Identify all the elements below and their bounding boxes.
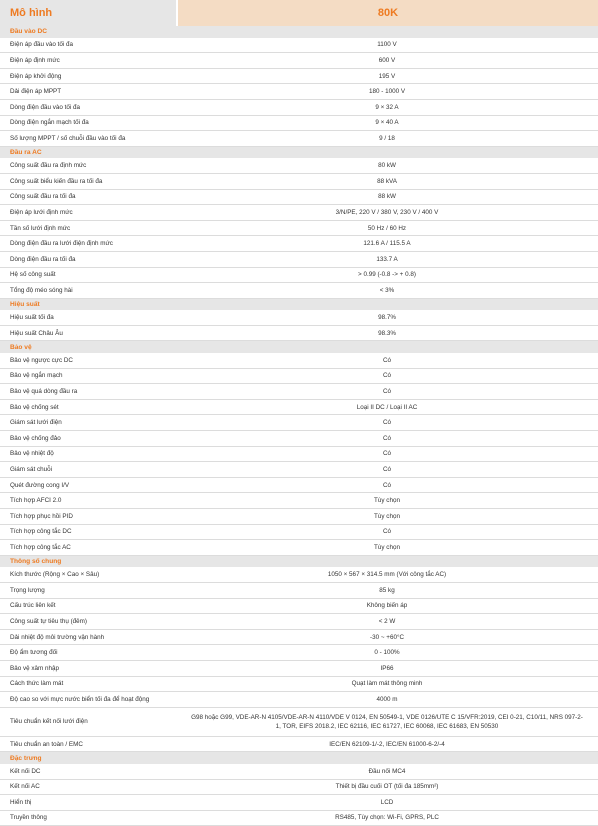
spec-label: Giám sát chuỗi	[0, 462, 176, 478]
spec-label: Hiệu suất tối đa	[0, 310, 176, 325]
table-row	[0, 764, 598, 779]
table-row	[0, 173, 598, 189]
spec-label: Tiêu chuẩn kết nối lưới điện	[0, 707, 176, 736]
table-row	[0, 353, 598, 368]
spec-value: Có	[176, 368, 598, 384]
section-title: Bảo vệ	[0, 341, 598, 353]
spec-label: Trọng lượng	[0, 582, 176, 598]
spec-label: Tích hợp AFCI 2.0	[0, 493, 176, 509]
spec-label: Công suất tự tiêu thụ (đêm)	[0, 614, 176, 630]
spec-value: -30 ~ +60°C	[176, 629, 598, 645]
table-row	[0, 99, 598, 115]
spec-value: 88 kVA	[176, 173, 598, 189]
spec-label: Công suất đầu ra tối đa	[0, 189, 176, 205]
table-row	[0, 267, 598, 283]
spec-value: < 3%	[176, 283, 598, 299]
section-title: Hiệu suất	[0, 298, 598, 310]
section-header	[0, 752, 598, 764]
table-row	[0, 676, 598, 692]
section-header	[0, 341, 598, 353]
table-row	[0, 283, 598, 299]
spec-label: Điện áp định mức	[0, 53, 176, 69]
table-row	[0, 446, 598, 462]
spec-label: Điện áp lưới định mức	[0, 205, 176, 221]
section-title: Thông số chung	[0, 555, 598, 567]
spec-label: Giám sát lưới điện	[0, 415, 176, 431]
spec-value: 4000 m	[176, 692, 598, 708]
spec-value: Không biến áp	[176, 598, 598, 614]
table-row	[0, 38, 598, 53]
spec-label: Điện áp đầu vào tối đa	[0, 38, 176, 53]
table-row	[0, 415, 598, 431]
spec-value: 133.7 A	[176, 251, 598, 267]
spec-label: Tích hợp công tắc DC	[0, 524, 176, 540]
model-label: Mô hình	[0, 0, 176, 26]
spec-label: Bảo vệ ngược cực DC	[0, 353, 176, 368]
spec-value: 50 Hz / 60 Hz	[176, 220, 598, 236]
section-header	[0, 555, 598, 567]
section-header	[0, 26, 598, 38]
spec-label: Độ ẩm tương đối	[0, 645, 176, 661]
table-row	[0, 251, 598, 267]
spec-value: 85 kg	[176, 582, 598, 598]
spec-label: Dòng điện đầu ra lưới điện định mức	[0, 236, 176, 252]
spec-value: LCD	[176, 795, 598, 811]
spec-label: Kích thước (Rộng × Cao × Sâu)	[0, 567, 176, 582]
table-row	[0, 736, 598, 752]
section-header	[0, 298, 598, 310]
spec-value: 180 - 1000 V	[176, 84, 598, 100]
table-row	[0, 53, 598, 69]
spec-value: RS485, Tùy chọn: Wi-Fi, GPRS, PLC	[176, 810, 598, 826]
spec-label: Tiêu chuẩn an toàn / EMC	[0, 736, 176, 752]
spec-value: 9 × 40 A	[176, 115, 598, 131]
spec-value: 88 kW	[176, 189, 598, 205]
spec-label: Độ cao so với mực nước biển tối đa để hoạt động	[0, 692, 176, 708]
spec-label: Cấu trúc liên kết	[0, 598, 176, 614]
spec-label: Tổng độ méo sóng hài	[0, 283, 176, 299]
table-row	[0, 205, 598, 221]
spec-label: Bảo vệ nhiệt độ	[0, 446, 176, 462]
spec-table	[0, 26, 598, 826]
table-row	[0, 462, 598, 478]
spec-label: Bảo vệ chống sét	[0, 399, 176, 415]
table-row	[0, 158, 598, 173]
table-row	[0, 220, 598, 236]
spec-value: Tùy chọn	[176, 509, 598, 525]
table-row	[0, 236, 598, 252]
spec-value: Có	[176, 353, 598, 368]
table-row	[0, 131, 598, 147]
table-row	[0, 779, 598, 795]
spec-value: 9 × 32 A	[176, 99, 598, 115]
spec-value: Có	[176, 415, 598, 431]
table-row	[0, 524, 598, 540]
spec-label: Bảo vệ chống đảo	[0, 431, 176, 447]
spec-value: IP66	[176, 660, 598, 676]
spec-label: Hiển thị	[0, 795, 176, 811]
spec-label: Công suất đầu ra định mức	[0, 158, 176, 173]
spec-value: 98.7%	[176, 310, 598, 325]
spec-value: 1100 V	[176, 38, 598, 53]
spec-value: Quạt làm mát thông minh	[176, 676, 598, 692]
spec-value: Đầu nối MC4	[176, 764, 598, 779]
table-row	[0, 614, 598, 630]
spec-label: Hiệu suất Châu Âu	[0, 325, 176, 341]
table-row	[0, 707, 598, 736]
spec-value: 1050 × 567 × 314.5 mm (Với công tắc AC)	[176, 567, 598, 582]
spec-value: Có	[176, 431, 598, 447]
spec-label: Tích hợp phục hồi PID	[0, 509, 176, 525]
table-row	[0, 477, 598, 493]
table-row	[0, 629, 598, 645]
spec-label: Truyền thông	[0, 810, 176, 826]
spec-label: Bảo vệ xâm nhập	[0, 660, 176, 676]
spec-label: Dải nhiệt độ môi trường vận hành	[0, 629, 176, 645]
spec-label: Bảo vệ ngắn mạch	[0, 368, 176, 384]
table-row	[0, 645, 598, 661]
table-row	[0, 540, 598, 556]
spec-value: > 0.99 (-0.8 -> + 0.8)	[176, 267, 598, 283]
spec-value: Có	[176, 384, 598, 400]
spec-value: 0 - 100%	[176, 645, 598, 661]
spec-label: Tích hợp công tắc AC	[0, 540, 176, 556]
table-row	[0, 795, 598, 811]
section-title: Đầu vào DC	[0, 26, 598, 38]
table-row	[0, 692, 598, 708]
table-row	[0, 567, 598, 582]
table-row	[0, 493, 598, 509]
table-header	[0, 0, 598, 26]
spec-value: Có	[176, 477, 598, 493]
spec-label: Điện áp khởi động	[0, 68, 176, 84]
spec-label: Hệ số công suất	[0, 267, 176, 283]
model-value: 80K	[178, 0, 598, 26]
table-row	[0, 582, 598, 598]
spec-label: Dải điện áp MPPT	[0, 84, 176, 100]
spec-label: Tần số lưới định mức	[0, 220, 176, 236]
spec-label: Số lượng MPPT / số chuỗi đầu vào tối đa	[0, 131, 176, 147]
spec-value: Có	[176, 446, 598, 462]
spec-value: Tùy chọn	[176, 540, 598, 556]
table-row	[0, 68, 598, 84]
section-title: Đặc trưng	[0, 752, 598, 764]
spec-value: Thiết bị đầu cuối OT (tối đa 185mm²)	[176, 779, 598, 795]
table-row	[0, 399, 598, 415]
spec-label: Dòng điện đầu ra tối đa	[0, 251, 176, 267]
spec-label: Kết nối AC	[0, 779, 176, 795]
spec-label: Công suất biểu kiến đầu ra tối đa	[0, 173, 176, 189]
table-row	[0, 660, 598, 676]
table-row	[0, 84, 598, 100]
table-row	[0, 189, 598, 205]
spec-value: 80 kW	[176, 158, 598, 173]
section-title: Đầu ra AC	[0, 146, 598, 158]
spec-label: Quét đường cong I/V	[0, 477, 176, 493]
spec-value: Có	[176, 524, 598, 540]
table-row	[0, 368, 598, 384]
spec-label: Cách thức làm mát	[0, 676, 176, 692]
spec-value: Loại II DC / Loại II AC	[176, 399, 598, 415]
table-row	[0, 509, 598, 525]
table-row	[0, 431, 598, 447]
spec-label: Dòng điện ngắn mạch tối đa	[0, 115, 176, 131]
spec-value: IEC/EN 62109-1/-2, IEC/EN 61000-6-2/-4	[176, 736, 598, 752]
table-row	[0, 384, 598, 400]
spec-value: 600 V	[176, 53, 598, 69]
spec-value: Có	[176, 462, 598, 478]
spec-value: 9 / 18	[176, 131, 598, 147]
spec-value: G98 hoặc G99, VDE-AR-N 4105/VDE-AR-N 4110/VDE V 0124, EN 50549-1, VDE 0126/UTE C 15/VFR:2019, CEI 0-21, C10/11, NRS 097-2-1, TOR, EIFS 2018.2, IEC 62116, IEC 61727, IEC 60068, IEC 61683, EN 50530	[176, 707, 598, 736]
spec-value: 195 V	[176, 68, 598, 84]
spec-label: Bảo vệ quá dòng đầu ra	[0, 384, 176, 400]
spec-label: Dòng điện đầu vào tối đa	[0, 99, 176, 115]
spec-value: 98.3%	[176, 325, 598, 341]
section-header	[0, 146, 598, 158]
table-row	[0, 598, 598, 614]
spec-label: Kết nối DC	[0, 764, 176, 779]
spec-value: < 2 W	[176, 614, 598, 630]
table-row	[0, 115, 598, 131]
spec-value: Tùy chọn	[176, 493, 598, 509]
spec-value: 3/N/PE, 220 V / 380 V, 230 V / 400 V	[176, 205, 598, 221]
table-row	[0, 310, 598, 325]
spec-value: 121.6 A / 115.5 A	[176, 236, 598, 252]
table-row	[0, 325, 598, 341]
